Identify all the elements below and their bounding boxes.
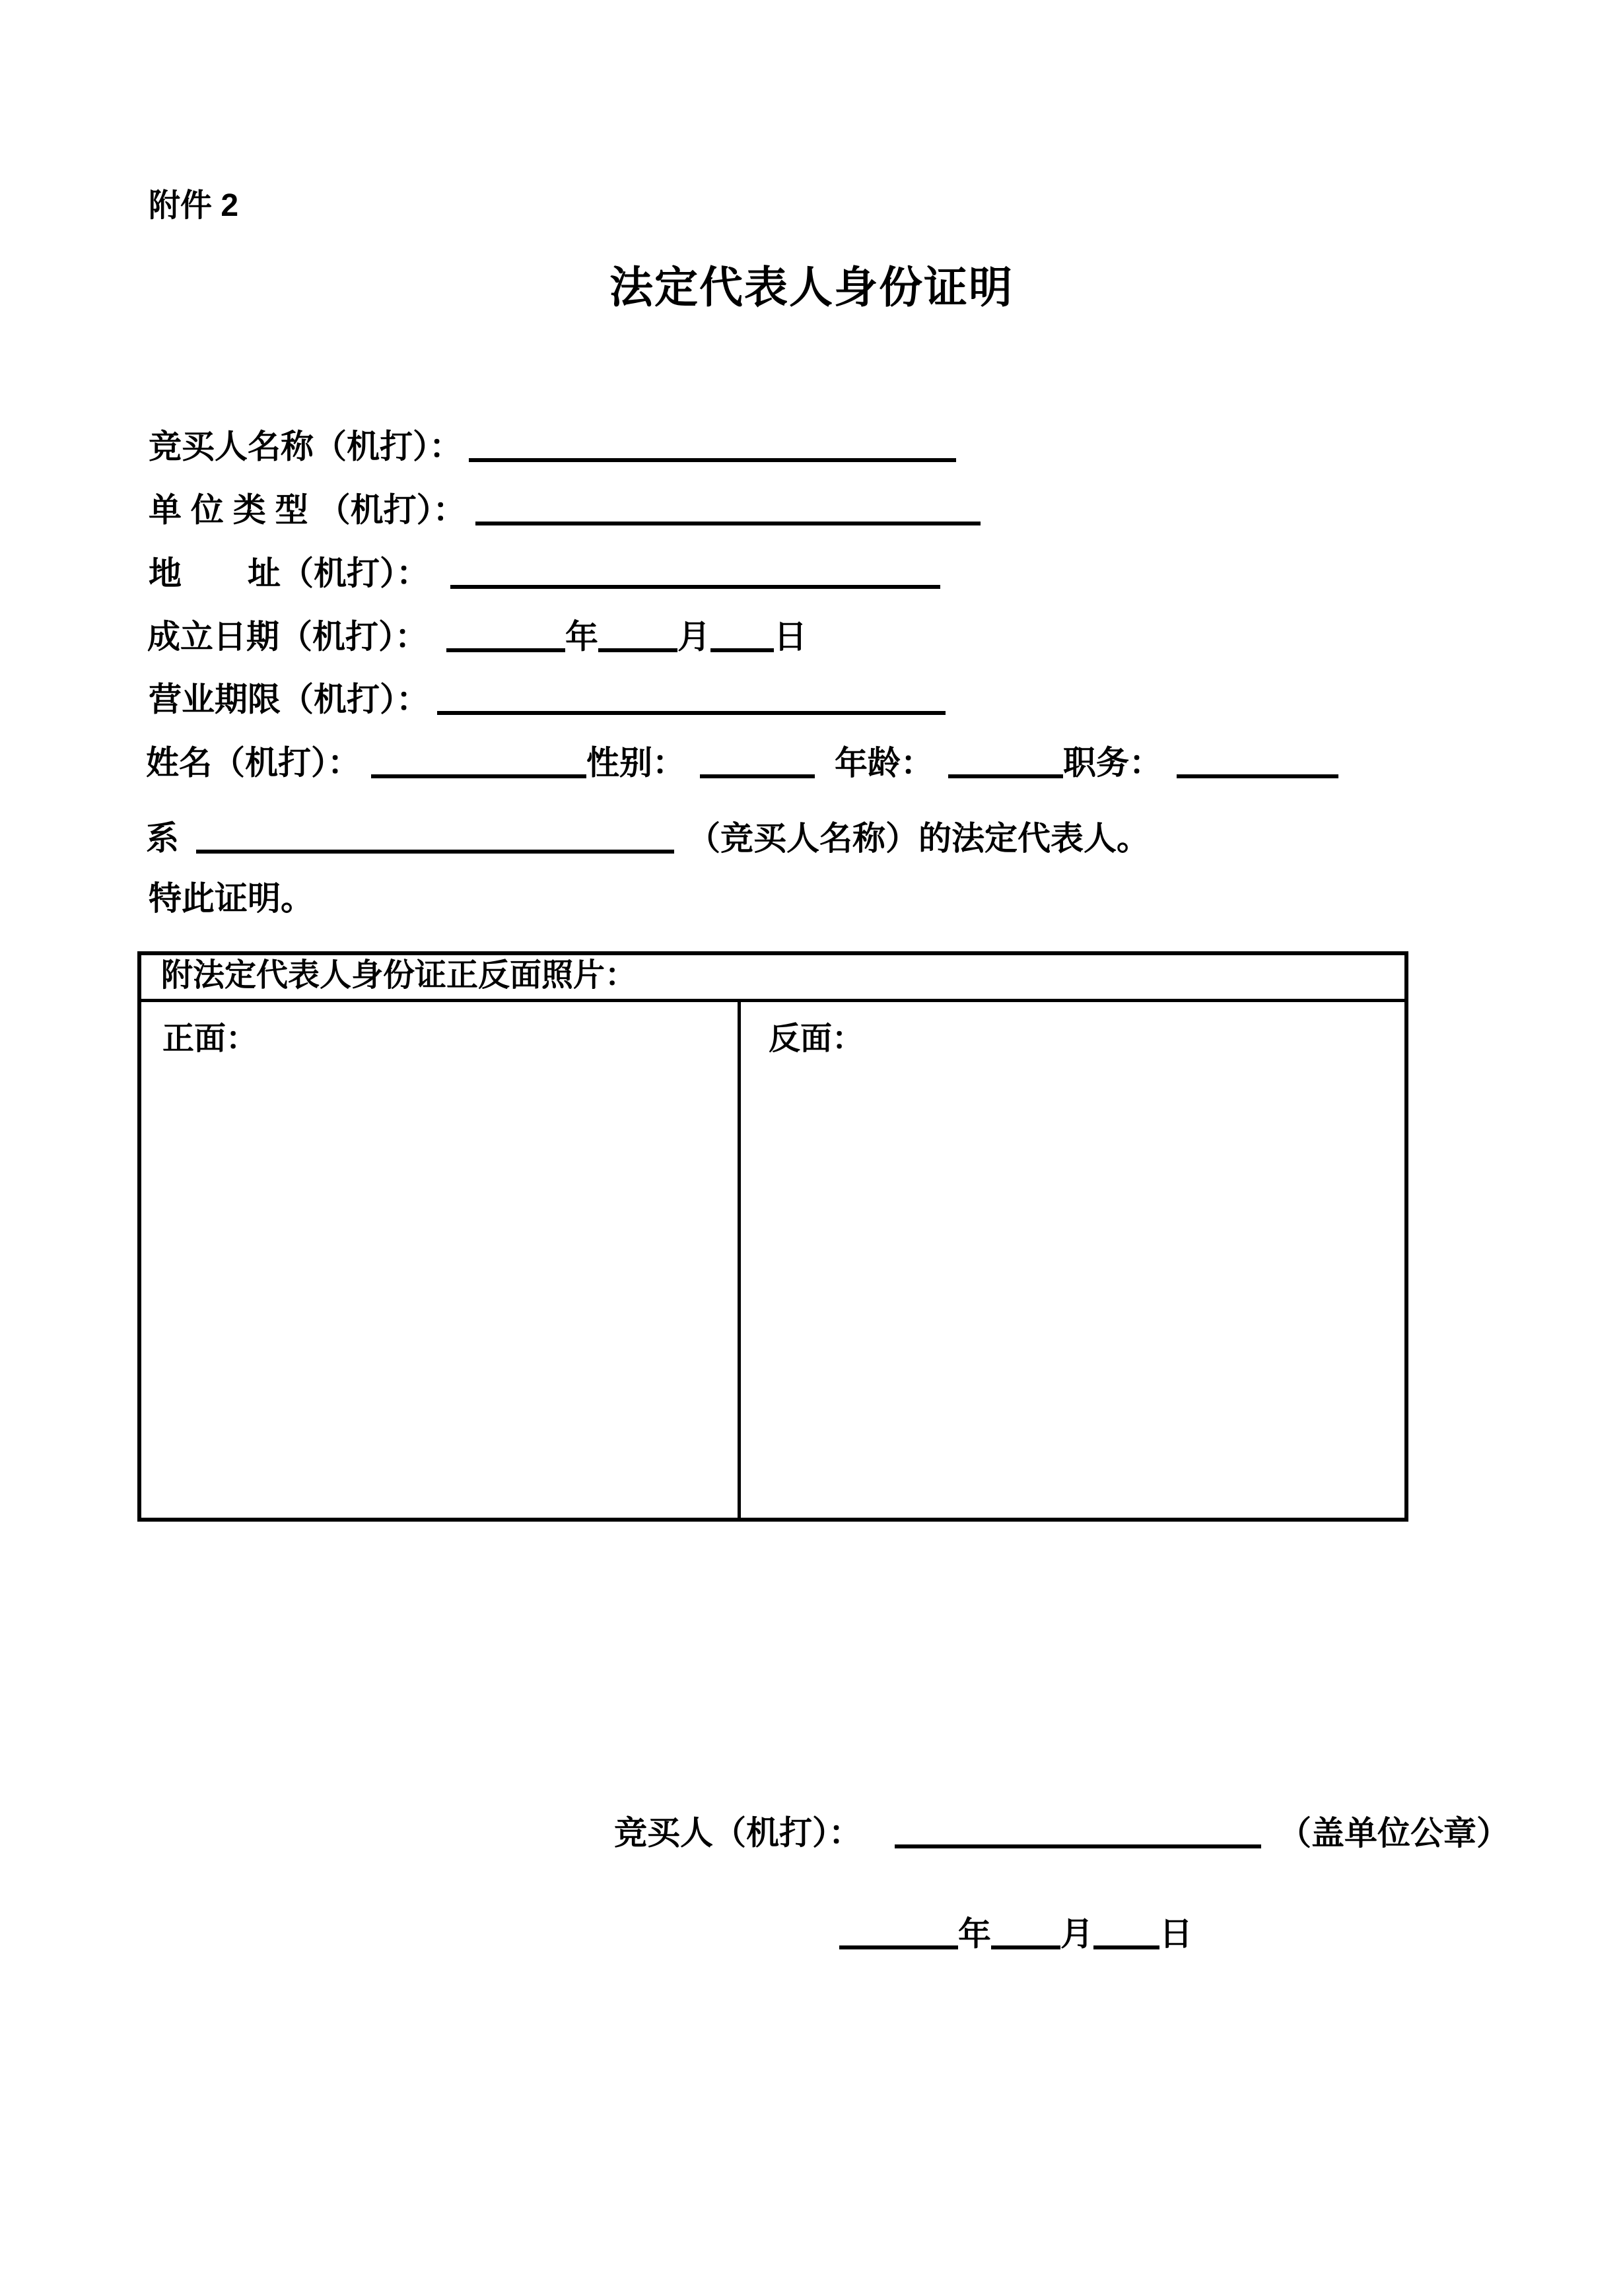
establish-year-label: 年 bbox=[565, 618, 598, 656]
photo-back-label: 反面： bbox=[769, 1021, 864, 1056]
relation-suffix: （竞买人名称）的法定代表人。 bbox=[687, 819, 1150, 857]
age-blank bbox=[948, 746, 1063, 778]
page-title: 法定代表人身份证明 bbox=[609, 263, 1014, 312]
establish-month-blank bbox=[598, 620, 677, 652]
relation-blank bbox=[196, 821, 674, 854]
bidder-name-label: 竞买人名称（机打）： bbox=[149, 428, 462, 465]
field-business-term bbox=[149, 679, 946, 720]
id-photo-box bbox=[137, 951, 1408, 1522]
field-representative-info bbox=[146, 742, 1338, 783]
establish-date-label: 成立日期（机打）： bbox=[147, 618, 428, 656]
field-establish-date bbox=[147, 616, 807, 657]
field-address bbox=[149, 553, 940, 593]
footer-year-label: 年 bbox=[958, 1915, 991, 1953]
footer-bidder-label: 竞买人（机打）： bbox=[614, 1814, 862, 1852]
photo-front-label: 正面： bbox=[162, 1021, 258, 1056]
footer-month-blank bbox=[991, 1917, 1060, 1949]
footer-year-blank bbox=[839, 1917, 958, 1949]
field-relation bbox=[146, 817, 1150, 858]
field-bidder-name bbox=[149, 426, 956, 467]
certify-statement: 特此证明。 bbox=[149, 880, 314, 917]
photo-box-header: 附法定代表人身份证正反面照片： bbox=[141, 955, 1404, 1002]
address-blank bbox=[450, 557, 940, 589]
unit-type-label: 单 位 类 型 （机打）： bbox=[149, 491, 466, 529]
business-term-label: 营业期限（机打）： bbox=[149, 681, 429, 718]
name-label: 姓名（机打）： bbox=[146, 744, 361, 782]
gender-label: 性别： bbox=[586, 744, 685, 782]
establish-month-label: 月 bbox=[677, 618, 710, 656]
gender-blank bbox=[700, 746, 815, 778]
photo-box-cells bbox=[141, 1002, 1404, 1518]
name-blank bbox=[371, 746, 586, 778]
unit-type-blank bbox=[475, 493, 981, 525]
address-label: 地 址（机打）： bbox=[149, 555, 429, 592]
relation-prefix: 系 bbox=[146, 819, 179, 857]
age-label: 年龄： bbox=[835, 744, 934, 782]
photo-cell-back bbox=[741, 1002, 1404, 1518]
footer-day-blank bbox=[1093, 1917, 1159, 1949]
footer-date-line bbox=[839, 1913, 1192, 1954]
establish-year-blank bbox=[446, 620, 565, 652]
business-term-blank bbox=[437, 683, 946, 715]
footer-month-label: 月 bbox=[1060, 1915, 1093, 1953]
footer-day-label: 日 bbox=[1159, 1915, 1192, 1953]
establish-day-label: 日 bbox=[774, 618, 807, 656]
establish-day-blank bbox=[710, 620, 774, 652]
position-label: 职务： bbox=[1063, 744, 1162, 782]
field-unit-type bbox=[149, 489, 981, 530]
footer-bidder-line bbox=[614, 1812, 1509, 1853]
attachment-label: 附件 2 bbox=[149, 188, 239, 223]
position-blank bbox=[1177, 746, 1338, 778]
footer-bidder-blank bbox=[895, 1816, 1261, 1848]
bidder-name-blank bbox=[469, 430, 956, 462]
footer-seal-note: （盖单位公章） bbox=[1278, 1814, 1509, 1852]
photo-cell-front bbox=[141, 1002, 741, 1518]
